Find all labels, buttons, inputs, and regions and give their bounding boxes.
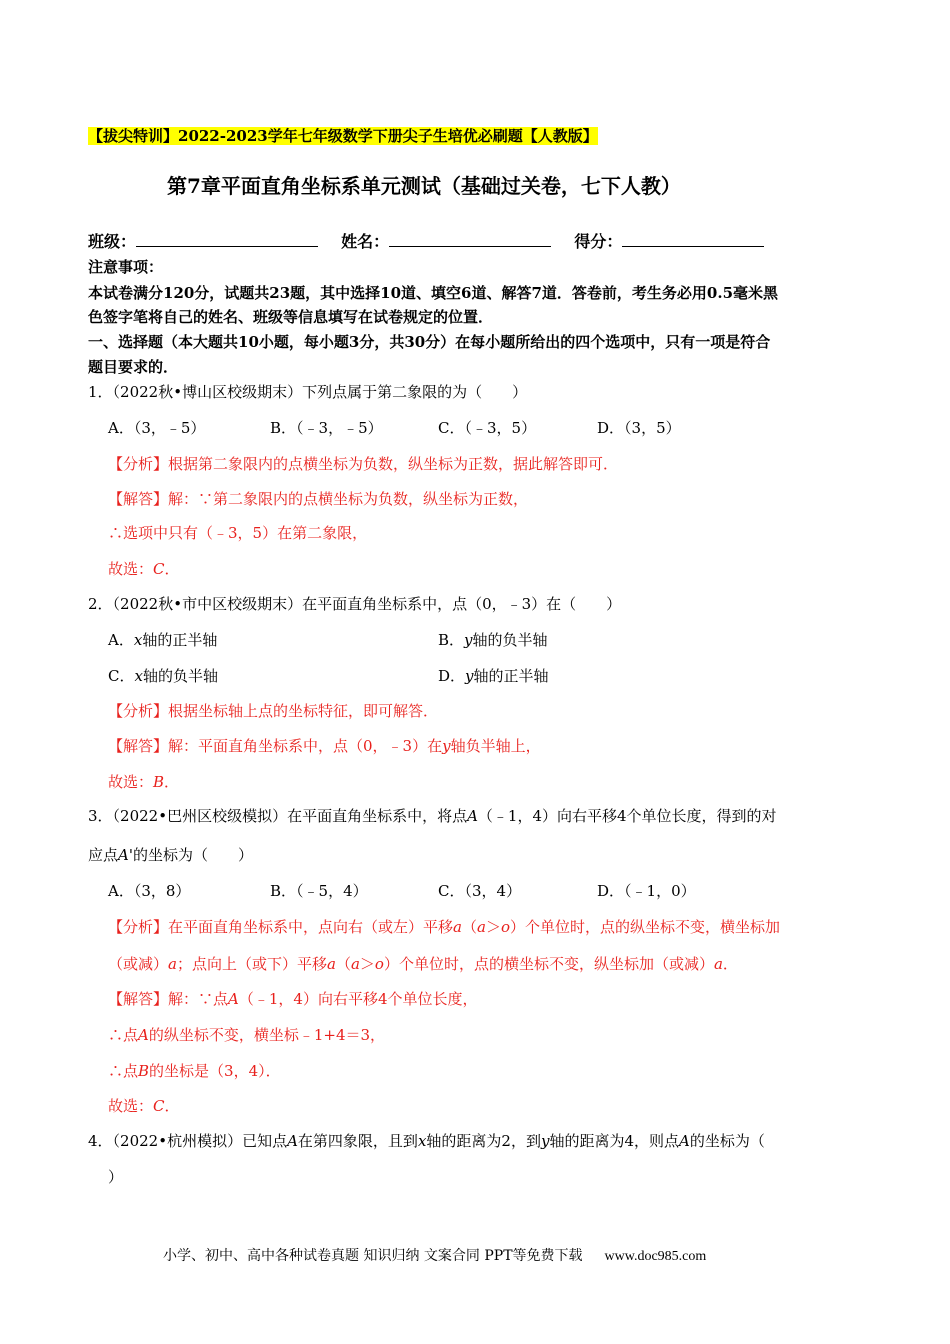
name-blank bbox=[389, 230, 551, 247]
q1-option-b: B．（﹣3，﹣5） bbox=[270, 419, 383, 437]
notes-heading: 注意事项： bbox=[88, 258, 164, 276]
q3-analysis-2: （或减）a；点向上（或下）平移a（a＞o）个单位时，点的横坐标不变，纵坐标加（或减）a． bbox=[108, 955, 738, 973]
page-title: 第7章平面直角坐标系单元测试（基础过关卷，七下人教） bbox=[167, 174, 681, 198]
footer-text: 小学、初中、高中各种试卷真题 知识归纳 文案合同 PPT等免费下载 bbox=[163, 1248, 583, 1264]
notes-line-1: 本试卷满分120分，试题共23题，其中选择10道、填空6道、解答7道．答卷前，考生务必用0.5毫米黑 bbox=[88, 284, 779, 302]
notes-line-2: 色签字笔将自己的姓名、班级等信息填写在试卷规定的位置． bbox=[88, 308, 494, 326]
q1-option-c: C．（﹣3，5） bbox=[438, 419, 537, 437]
q3-choice: 故选：C． bbox=[108, 1097, 180, 1115]
section1-line-1: 一、选择题（本大题共10小题，每小题3分，共30分）在每小题所给出的四个选项中，只有一项是符合 bbox=[88, 333, 771, 351]
header-banner: 【拔尖特训】2022-2023学年七年级数学下册尖子生培优必刷题【人教版】 bbox=[88, 127, 598, 145]
q1-stem: 1．（2022秋•博山区校级期末）下列点属于第二象限的为（ ） bbox=[88, 383, 528, 401]
q1-analysis: 【分析】根据第二象限内的点横坐标为负数，纵坐标为正数，据此解答即可． bbox=[108, 455, 619, 473]
q4-stem-1: 4．（2022•杭州模拟）已知点A在第四象限，且到x轴的距离为2，到y轴的距离为4，则点A的坐标为（ bbox=[88, 1132, 765, 1150]
q3-option-d: D．（﹣1，0） bbox=[597, 882, 696, 900]
score-label: 得分： bbox=[574, 232, 623, 251]
q3-answer-2: ∴点A的纵坐标不变，横坐标﹣1+4＝3， bbox=[108, 1026, 386, 1044]
q3-stem-1: 3．（2022•巴州区校级模拟）在平面直角坐标系中，将点A（﹣1，4）向右平移4个单位长度，得到的对 bbox=[88, 807, 777, 825]
q4-stem-2: ） bbox=[108, 1168, 124, 1186]
score-blank bbox=[622, 230, 764, 247]
q2-stem: 2．（2022秋•市中区校级期末）在平面直角坐标系中，点（0，﹣3）在（ ） bbox=[88, 595, 622, 613]
q1-answer-2: ∴选项中只有（﹣3，5）在第二象限， bbox=[108, 524, 368, 542]
student-info bbox=[88, 230, 764, 252]
page-footer bbox=[163, 1245, 706, 1265]
q1-option-a: A．（3，﹣5） bbox=[108, 419, 206, 437]
q2-option-a: A．x轴的正半轴 bbox=[108, 631, 218, 649]
q2-choice: 故选：B． bbox=[108, 773, 180, 791]
q2-analysis: 【分析】根据坐标轴上点的坐标特征，即可解答． bbox=[108, 702, 439, 720]
section1-line-2: 题目要求的． bbox=[88, 358, 179, 376]
class-blank bbox=[136, 230, 318, 247]
q1-option-d: D．（3，5） bbox=[597, 419, 681, 437]
q3-analysis-1: 【分析】在平面直角坐标系中，点向右（或左）平移a（a＞o）个单位时，点的纵坐标不变，横坐标加 bbox=[108, 918, 780, 936]
q2-answer: 【解答】解：平面直角坐标系中，点（0，﹣3）在y轴负半轴上， bbox=[108, 737, 541, 755]
q3-option-c: C．（3，4） bbox=[438, 882, 522, 900]
q1-answer-1: 【解答】解：∵第二象限内的点横坐标为负数，纵坐标为正数， bbox=[108, 490, 529, 508]
q3-answer-1: 【解答】解：∵点A（﹣1，4）向右平移4个单位长度， bbox=[108, 990, 478, 1008]
class-label: 班级： bbox=[88, 232, 137, 251]
name-label: 姓名： bbox=[341, 232, 390, 251]
footer-url[interactable]: www.doc985.com bbox=[604, 1249, 707, 1264]
q3-option-a: A．（3，8） bbox=[108, 882, 191, 900]
q2-option-d: D．y轴的正半轴 bbox=[438, 667, 549, 685]
q1-choice: 故选：C． bbox=[108, 560, 180, 578]
q2-option-c: C．x轴的负半轴 bbox=[108, 667, 218, 685]
q3-option-b: B．（﹣5，4） bbox=[270, 882, 368, 900]
q3-answer-3: ∴点B的坐标是（3，4）． bbox=[108, 1062, 281, 1080]
q2-option-b: B．y轴的负半轴 bbox=[438, 631, 548, 649]
q3-stem-2: 应点A'的坐标为（ ） bbox=[88, 846, 253, 864]
